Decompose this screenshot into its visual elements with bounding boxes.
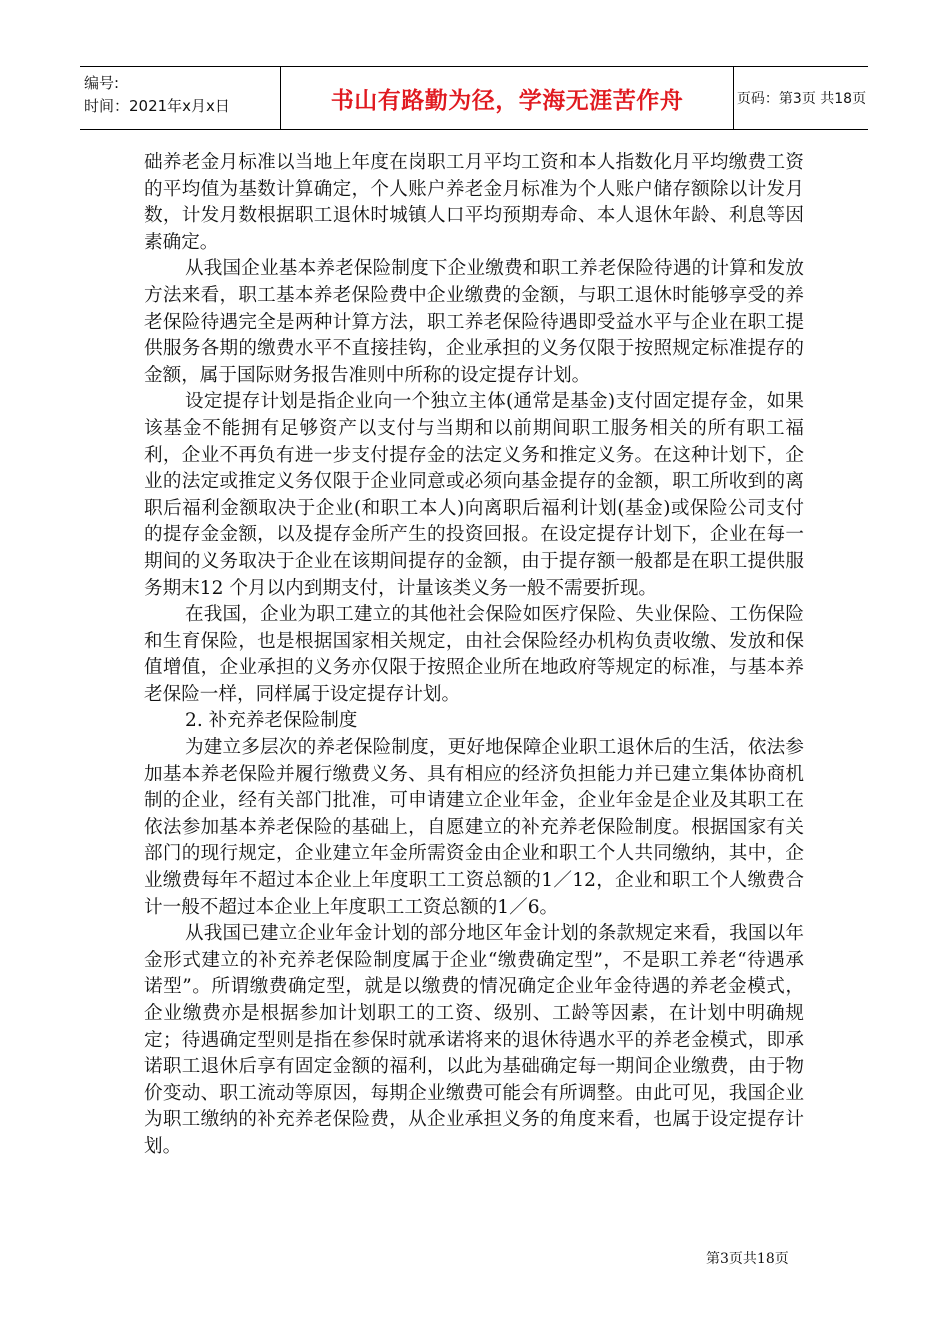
- page-footer: 第3页共18页: [706, 1251, 789, 1267]
- paragraph: 从我国企业基本养老保险制度下企业缴费和职工养老保险待遇的计算和发放方法来看，职工基本养老保险费中企业缴费的金额，与职工退休时能够享受的养老保险待遇完全是两种计算方法，职工养老保险待遇即受益水平与企业在职工提供服务各期的缴费水平不直接挂钩，企业承担的义务仅限于按照规定标准提存的金额，属于国际财务报告准则中所称的设定提存计划。: [144, 258, 804, 386]
- paragraph: 从我国已建立企业年金计划的部分地区年金计划的条款规定来看，我国以年金形式建立的补充养老保险制度属于企业“缴费确定型”，不是职工养老“待遇承诺型”。所谓缴费确定型，就是以缴费的情况确定企业年金待遇的养老金模式，企业缴费亦是根据参加计划职工的工资、级别、工龄等因素，在计划中明确规定；待遇确定型则是指在参保时就承诺将来的退休待遇水平的养老金模式，即承诺职工退休后享有固定金额的福利，以此为基础确定每一期间企业缴费，由于物价变动、职工流动等原因，每期企业缴费可能会有所调整。由此可见，我国企业为职工缴纳的补充养老保险费，从企业承担义务的角度来看，也属于设定提存计划。: [144, 923, 804, 1157]
- section-heading: 2. 补充养老保险制度: [185, 710, 358, 732]
- paragraph: 在我国，企业为职工建立的其他社会保险如医疗保险、失业保险、工伤保险和生育保险，也是根据国家相关规定，由社会保险经办机构负责收缴、发放和保值增值，企业承担的义务亦仅限于按照企业所在地政府等规定的标准，与基本养老保险一样，同样属于设定提存计划。: [144, 604, 804, 705]
- header-motto-cell: [281, 67, 734, 129]
- paragraph: 为建立多层次的养老保险制度，更好地保障企业职工退休后的生活，依法参加基本养老保险并履行缴费义务、具有相应的经济负担能力并已建立集体协商机制的企业，经有关部门批准，可申请建立企业年金，企业年金是企业及其职工在依法参加基本养老保险的基础上，自愿建立的补充养老保险制度。根据国家有关部门的现行规定，企业建立年金所需资金由企业和职工个人共同缴纳，其中，企业缴费每年不超过本企业上年度职工工资总额的1／12，企业和职工个人缴费合计一般不超过本企业上年度职工工资总额的1／6。: [144, 737, 804, 918]
- date-label: 时间：2021年x月x日: [84, 97, 230, 115]
- header-meta: [80, 67, 281, 129]
- header-page-info: 页码：第3页 共18页: [736, 91, 867, 107]
- code-label: 编号:: [84, 74, 120, 92]
- page-header: [80, 66, 868, 130]
- header-page-cell: [735, 67, 868, 129]
- document-body: [144, 150, 804, 1161]
- motto: 书山有路勤为径，学海无涯苦作舟: [330, 87, 684, 114]
- paragraph: 础养老金月标准以当地上年度在岗职工月平均工资和本人指数化月平均缴费工资的平均值为基数计算确定，个人账户养老金月标准为个人账户储存额除以计发月数，计发月数根据职工退休时城镇人口平均预期寿命、本人退休年龄、利息等因素确定。: [144, 152, 804, 253]
- paragraph: 设定提存计划是指企业向一个独立主体(通常是基金)支付固定提存金，如果该基金不能拥有足够资产以支付与当期和以前期间职工服务相关的所有职工福利，企业不再负有进一步支付提存金的法定义务和推定义务。在这种计划下，企业的法定或推定义务仅限于企业同意或必须向基金提存的金额，职工所收到的离职后福利金额取决于企业(和职工本人)向离职后福利计划(基金)或保险公司支付的提存金金额，以及提存金所产生的投资回报。在设定提存计划下，企业在每一期间的义务取决于企业在该期间提存的金额，由于提存额一般都是在职工提供服务期末12 个月以内到期支付，计量该类义务一般不需要折现。: [144, 391, 804, 599]
